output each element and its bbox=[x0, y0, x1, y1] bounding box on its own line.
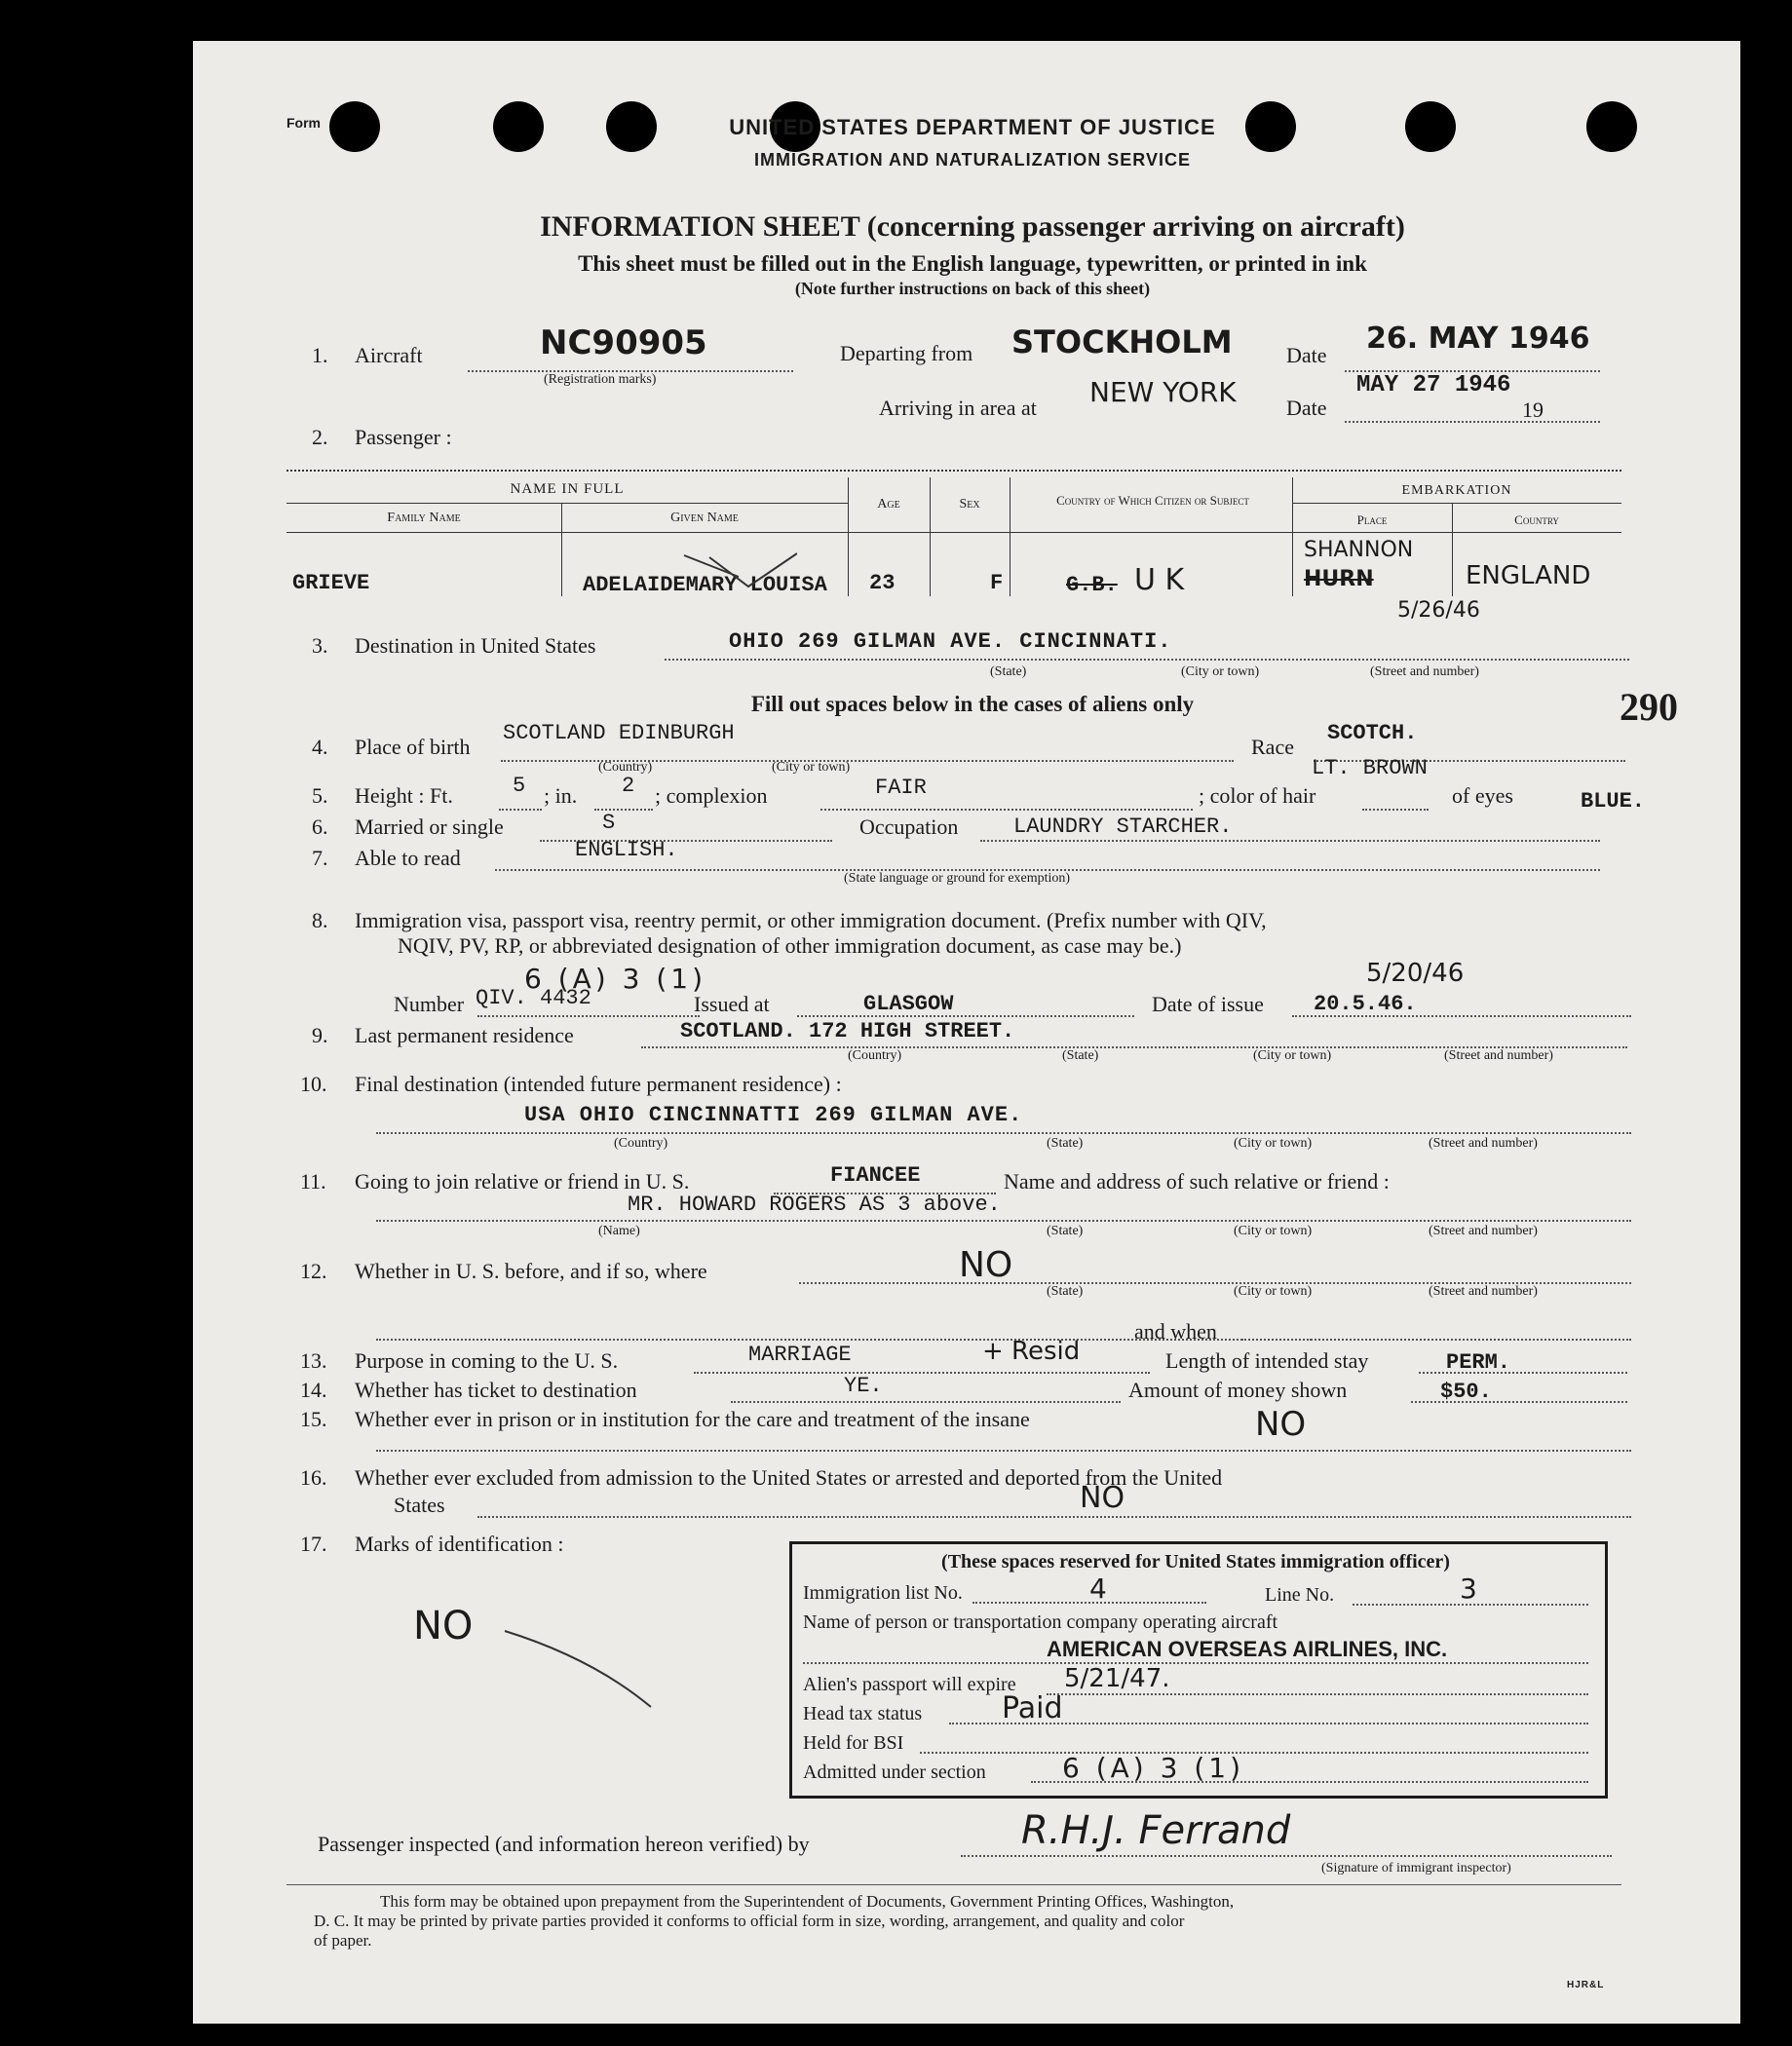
stamp-number: 290 bbox=[1620, 685, 1678, 729]
punch-hole bbox=[606, 101, 657, 152]
passport-label: Alien's passport will expire bbox=[803, 1674, 1016, 1695]
item-number: 4. bbox=[312, 735, 328, 759]
previous-visit-value: NO bbox=[959, 1245, 1013, 1285]
headtax-value: Paid bbox=[1002, 1691, 1063, 1725]
embark-place-struck: HURN bbox=[1304, 567, 1374, 591]
headtax-label: Head tax status bbox=[803, 1703, 923, 1724]
date2-label: Date bbox=[1286, 396, 1327, 420]
insane-value: NO bbox=[1255, 1405, 1307, 1444]
height-label: Height : Ft. bbox=[355, 783, 453, 808]
bsi-label: Held for BSI bbox=[803, 1732, 904, 1754]
age-header: Age bbox=[877, 497, 900, 512]
caption-state: (State) bbox=[990, 664, 1027, 679]
doi-label: Date of issue bbox=[1152, 992, 1264, 1016]
eyes-label: of eyes bbox=[1452, 783, 1513, 808]
marital-value: S bbox=[602, 811, 616, 835]
date-label: Date bbox=[1286, 343, 1327, 367]
place-header: Place bbox=[1356, 512, 1388, 527]
item-number: 8. bbox=[312, 908, 328, 932]
department-title: UNITED STATES DEPARTMENT OF JUSTICE bbox=[729, 115, 1216, 139]
caption-state: (State) bbox=[1047, 1224, 1084, 1238]
caption-street: (Street and number) bbox=[1429, 1284, 1538, 1299]
visa-hand-date: 5/20/46 bbox=[1366, 959, 1465, 988]
hair-label: ; color of hair bbox=[1199, 783, 1316, 808]
list-label: Immigration list No. bbox=[803, 1582, 963, 1604]
item-number: 13. bbox=[300, 1348, 327, 1373]
citizen-typed: G.B. bbox=[1066, 573, 1118, 597]
destination-value: OHIO 269 GILMAN AVE. CINCINNATI. bbox=[729, 629, 1172, 654]
item-number: 11. bbox=[300, 1169, 326, 1194]
ticket-value: YE. bbox=[844, 1374, 883, 1398]
service-title: IMMIGRATION AND NATURALIZATION SERVICE bbox=[754, 150, 1191, 170]
departing-value: STOCKHOLM bbox=[1011, 323, 1233, 360]
destination-label: Destination in United States bbox=[355, 633, 596, 658]
signature-caption: (Signature of immigrant inspector) bbox=[1321, 1861, 1511, 1876]
height-feet: 5 bbox=[513, 774, 526, 798]
name-in-full-header: NAME IN FULL bbox=[510, 481, 625, 497]
item-number: 9. bbox=[312, 1023, 328, 1047]
hair-value: LT. BROWN bbox=[1312, 756, 1428, 780]
caption-street: (Street and number) bbox=[1429, 1224, 1538, 1238]
item-number: 1. bbox=[312, 343, 328, 367]
eyes-value: BLUE. bbox=[1581, 789, 1646, 814]
citizen-header: Country of Which Citizen or Subject bbox=[1056, 493, 1249, 508]
birth-label: Place of birth bbox=[355, 735, 471, 759]
footer-line-1: This form may be obtained upon prepayment from the Superintendent of Documents, Government Printing Offices, Washington, bbox=[380, 1892, 1235, 1911]
arriving-value: NEW YORK bbox=[1089, 376, 1237, 408]
purpose-label: Purpose in coming to the U. S. bbox=[355, 1348, 619, 1373]
form-label: Form bbox=[286, 115, 321, 131]
punch-hole bbox=[493, 101, 544, 152]
embarkation-header: EMBARKATION bbox=[1401, 483, 1512, 498]
given-name-value: ADELAIDEMARY LOUISA bbox=[583, 573, 827, 597]
final-destination-label: Final destination (intended future permanent residence) : bbox=[355, 1072, 842, 1096]
given-name-header: Given Name bbox=[670, 511, 739, 525]
item-number: 16. bbox=[300, 1465, 327, 1490]
departing-date: 26. MAY 1946 bbox=[1366, 322, 1590, 356]
footer-line-2: D. C. It may be printed by private parties provided it conforms to official form in size, wording, arrangement, and quality and color bbox=[314, 1912, 1185, 1930]
occupation-label: Occupation bbox=[859, 815, 959, 839]
visa-number: QIV. 4432 bbox=[476, 986, 591, 1010]
caption-city: (City or town) bbox=[1234, 1224, 1313, 1238]
race-label: Race bbox=[1251, 735, 1294, 759]
residence-label: Last permanent residence bbox=[355, 1023, 574, 1047]
stay-value: PERM. bbox=[1446, 1350, 1511, 1375]
marks-value: NO bbox=[413, 1604, 474, 1648]
marks-label: Marks of identification : bbox=[355, 1532, 564, 1556]
read-label: Able to read bbox=[355, 846, 461, 870]
inspector-signature: R.H.J. Ferrand bbox=[1021, 1808, 1291, 1853]
punch-hole bbox=[329, 101, 380, 152]
residence-value: SCOTLAND. 172 HIGH STREET. bbox=[680, 1019, 1015, 1043]
item-number: 7. bbox=[312, 846, 328, 870]
marital-label: Married or single bbox=[355, 815, 504, 839]
caption-country: (Country) bbox=[848, 1048, 902, 1063]
complexion-value: FAIR bbox=[875, 776, 927, 800]
caption-street: (Street and number) bbox=[1444, 1048, 1553, 1063]
money-label: Amount of money shown bbox=[1128, 1378, 1348, 1402]
footer-line-3: of paper. bbox=[314, 1931, 372, 1950]
passport-value: 5/21/47. bbox=[1064, 1664, 1170, 1693]
caption-city: (City or town) bbox=[1181, 664, 1260, 679]
line-value: 3 bbox=[1460, 1572, 1477, 1605]
caption-city: (City or town) bbox=[1234, 1284, 1313, 1299]
relative-name-label: Name and address of such relative or friend : bbox=[1004, 1169, 1390, 1194]
date2-suffix: 19 bbox=[1522, 398, 1544, 422]
occupation-value: LAUNDRY STARCHER. bbox=[1013, 815, 1233, 839]
relation-value: FIANCEE bbox=[830, 1163, 921, 1188]
caption-state: (State) bbox=[1047, 1136, 1084, 1151]
caption-country: (Country) bbox=[598, 760, 653, 775]
number-label: Number bbox=[394, 992, 465, 1016]
registration-caption: (Registration marks) bbox=[544, 372, 657, 387]
deported-text-2: States bbox=[394, 1493, 445, 1517]
arriving-label: Arriving in area at bbox=[879, 396, 1037, 420]
list-value: 4 bbox=[1089, 1572, 1107, 1605]
punch-hole bbox=[1586, 101, 1637, 152]
issued-label: Issued at bbox=[694, 992, 770, 1016]
deported-text-1: Whether ever excluded from admission to the United States or arrested and deported from the United bbox=[355, 1465, 1223, 1490]
officer-box-title: (These spaces reserved for United States immigration officer) bbox=[941, 1551, 1450, 1572]
sex-header: Sex bbox=[959, 497, 980, 512]
visa-hand-section: 6 (A) 3 (1) bbox=[524, 963, 706, 995]
footer-code: HJR&L bbox=[1567, 1980, 1605, 1990]
page-title: INFORMATION SHEET (concerning passenger arriving on aircraft) bbox=[540, 210, 1405, 243]
item-number: 3. bbox=[312, 633, 328, 658]
issued-value: GLASGOW bbox=[863, 992, 954, 1016]
sex-value: F bbox=[990, 571, 1004, 595]
caption-state: (State) bbox=[1062, 1048, 1099, 1063]
operator-value: AMERICAN OVERSEAS AIRLINES, INC. bbox=[1047, 1637, 1448, 1661]
read-caption: (State language or ground for exemption) bbox=[844, 871, 1071, 886]
age-value: 23 bbox=[869, 571, 896, 595]
caption-city: (City or town) bbox=[1234, 1136, 1313, 1151]
previous-visit-label: Whether in U. S. before, and if so, where bbox=[355, 1259, 707, 1283]
height-inches: 2 bbox=[622, 774, 635, 798]
caption-country: (Country) bbox=[614, 1136, 668, 1151]
embark-place: SHANNON bbox=[1304, 538, 1414, 562]
final-destination-value: USA OHIO CINCINNATTI 269 GILMAN AVE. bbox=[524, 1103, 1023, 1127]
visa-text-1: Immigration visa, passport visa, reentry permit, or other immigration document. (Prefix number with QIV, bbox=[355, 908, 1267, 932]
aliens-heading: Fill out spaces below in the cases of aliens only bbox=[750, 692, 1195, 716]
purpose-value: MARRIAGE bbox=[748, 1343, 852, 1367]
arriving-date: MAY 27 1946 bbox=[1356, 372, 1511, 398]
item-number: 5. bbox=[312, 783, 328, 808]
complexion-label: ; complexion bbox=[655, 783, 768, 808]
race-value: SCOTCH. bbox=[1327, 721, 1418, 745]
item-number: 17. bbox=[300, 1532, 327, 1556]
embark-date: 5/26/46 bbox=[1397, 598, 1480, 623]
aircraft-value: NC90905 bbox=[540, 323, 707, 362]
inches-label: ; in. bbox=[544, 783, 578, 808]
citizen-hand: U K bbox=[1134, 563, 1185, 597]
inspection-label: Passenger inspected (and information hereon verified) by bbox=[318, 1832, 810, 1856]
deported-value: NO bbox=[1080, 1481, 1125, 1515]
caption-city: (City or town) bbox=[772, 760, 851, 775]
item-number: 2. bbox=[312, 425, 328, 449]
note-line: (Note further instructions on back of this sheet) bbox=[794, 279, 1151, 298]
family-name-value: GRIEVE bbox=[292, 571, 370, 595]
doi-value: 20.5.46. bbox=[1314, 992, 1417, 1016]
caption-city: (City or town) bbox=[1253, 1048, 1332, 1063]
item-number: 10. bbox=[300, 1072, 327, 1096]
insane-label: Whether ever in prison or in institution for the care and treatment of the insane bbox=[355, 1407, 1030, 1431]
aircraft-label: Aircraft bbox=[355, 343, 423, 367]
family-name-header: Family Name bbox=[387, 511, 461, 525]
relative-value: MR. HOWARD ROGERS AS 3 above. bbox=[628, 1193, 1001, 1217]
form-sheet bbox=[193, 41, 1740, 2024]
check-mark-icon bbox=[680, 548, 797, 616]
read-value: ENGLISH. bbox=[575, 838, 678, 862]
punch-hole bbox=[1405, 101, 1456, 152]
join-label: Going to join relative or friend in U. S. bbox=[355, 1169, 690, 1194]
and-when-label: and when bbox=[1134, 1319, 1217, 1344]
caption-state: (State) bbox=[1047, 1284, 1084, 1299]
marks-stroke-icon bbox=[485, 1619, 661, 1717]
instruction-line: This sheet must be filled out in the English language, typewritten, or printed in ink bbox=[578, 251, 1367, 276]
caption-street: (Street and number) bbox=[1370, 664, 1479, 679]
item-number: 6. bbox=[312, 815, 328, 839]
passenger-label: Passenger : bbox=[355, 425, 452, 449]
departing-label: Departing from bbox=[840, 341, 973, 365]
stay-label: Length of intended stay bbox=[1165, 1348, 1369, 1373]
birth-value: SCOTLAND EDINBURGH bbox=[503, 721, 735, 745]
line-label: Line No. bbox=[1265, 1584, 1335, 1606]
caption-name: (Name) bbox=[598, 1224, 640, 1238]
admitted-label: Admitted under section bbox=[803, 1762, 986, 1783]
item-number: 15. bbox=[300, 1407, 327, 1431]
country-header: Country bbox=[1514, 512, 1559, 527]
visa-text-2: NQIV, PV, RP, or abbreviated designation of other immigration document, as case may be.) bbox=[398, 933, 1182, 958]
admitted-value: 6 (A) 3 (1) bbox=[1062, 1752, 1244, 1784]
item-number: 12. bbox=[300, 1259, 327, 1283]
ticket-label: Whether has ticket to destination bbox=[355, 1378, 637, 1402]
embark-country: ENGLAND bbox=[1466, 561, 1591, 590]
purpose-hand: + Resid bbox=[982, 1337, 1081, 1366]
money-value: $50. bbox=[1440, 1380, 1492, 1404]
caption-street: (Street and number) bbox=[1429, 1136, 1538, 1151]
operator-label: Name of person or transportation company operating aircraft bbox=[803, 1611, 1278, 1633]
item-number: 14. bbox=[300, 1378, 327, 1402]
